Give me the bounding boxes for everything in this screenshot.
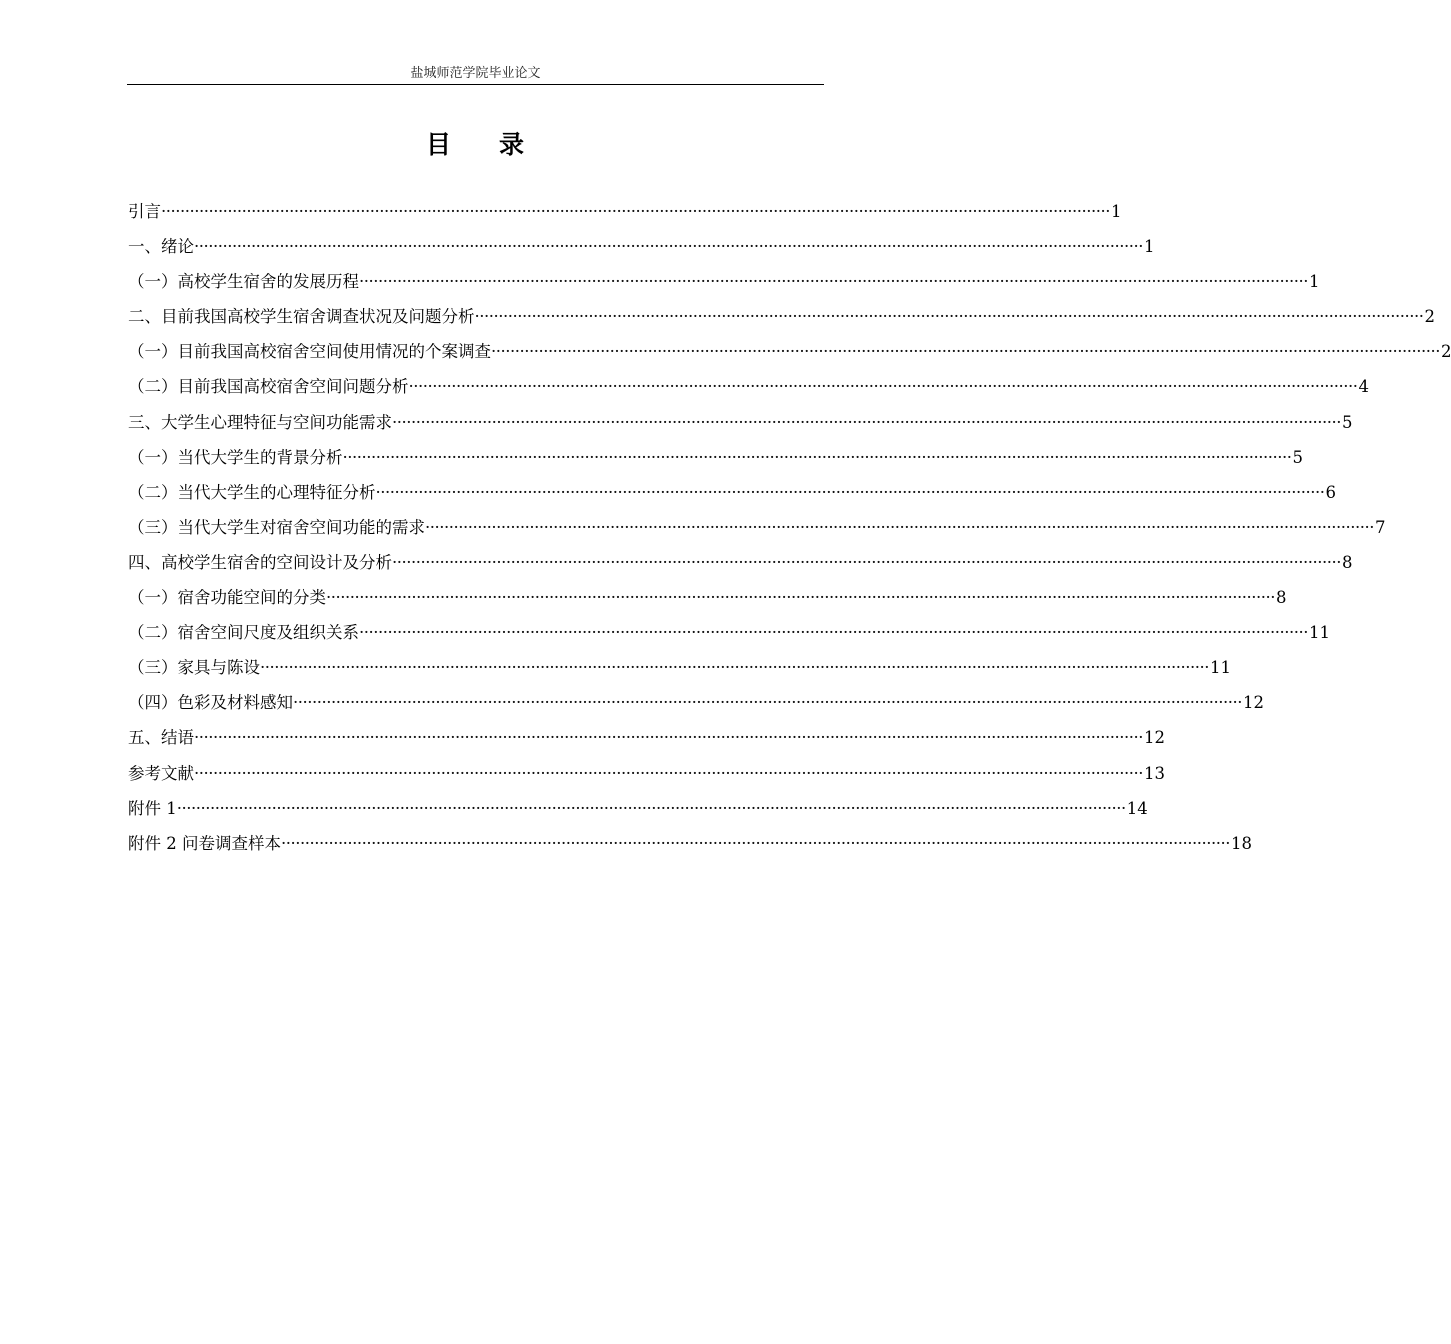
toc-leader: ········································································································································································································: [392, 412, 1341, 432]
toc-entry[interactable]: [128, 233, 1155, 268]
toc-entry-page: 4: [1358, 377, 1369, 397]
toc-entry-page: 7: [1374, 517, 1386, 537]
toc-entry-label: （一）高校学生宿舍的发展历程: [128, 272, 359, 292]
toc-entry[interactable]: [128, 198, 1122, 233]
toc-entry-label: （一）当代大学生的背景分析: [128, 447, 343, 467]
toc-leader: ········································································································································································································: [359, 272, 1308, 292]
toc-entry-page: 11: [1209, 658, 1231, 678]
toc-entry[interactable]: [128, 444, 1303, 479]
toc-leader: ········································································································································································································: [491, 342, 1440, 362]
toc-title-right: 录: [499, 130, 525, 159]
toc-entry[interactable]: [128, 724, 1165, 759]
toc-entry-label: 四、高校学生宿舍的空间设计及分析: [128, 552, 392, 572]
toc-entry[interactable]: [128, 514, 1386, 549]
toc-entry-label: 引言: [128, 202, 161, 221]
toc-title-left: 目: [425, 130, 451, 159]
toc-entry-page: 8: [1341, 552, 1353, 572]
toc-leader: ········································································································································································································: [326, 588, 1275, 608]
toc-entry[interactable]: [128, 479, 1336, 514]
toc-entry-page: 1: [1143, 237, 1155, 257]
toc-entry-label: （四）色彩及材料感知: [128, 693, 293, 713]
toc-entry-label: 五、结语: [128, 728, 194, 748]
toc-entry[interactable]: [128, 584, 1287, 619]
toc-entry[interactable]: [128, 830, 1252, 865]
toc-entry-page: 12: [1242, 693, 1264, 713]
toc-entry-label: （三）当代大学生对宿舍空间功能的需求: [128, 517, 425, 537]
toc-entry-label: 二、目前我国高校学生宿舍调查状况及问题分析: [128, 307, 475, 327]
toc-entry[interactable]: [128, 689, 1264, 724]
toc-entry-page: 2: [1424, 307, 1435, 327]
toc-entry-page: 8: [1275, 588, 1287, 608]
toc-leader: ········································································································································································································: [281, 833, 1230, 853]
header-title: 盐城师范学院毕业论文: [410, 66, 541, 81]
toc-leader: ········································································································································································································: [260, 658, 1209, 678]
toc-leader: ········································································································································································································: [194, 763, 1143, 783]
toc-entry[interactable]: [128, 338, 1451, 373]
toc-entry-label: （一）宿舍功能空间的分类: [128, 588, 326, 608]
toc-entry-label: （二）宿舍空间尺度及组织关系: [128, 623, 359, 643]
toc-entry[interactable]: [128, 654, 1231, 689]
toc-entry-page: 5: [1341, 412, 1353, 432]
page-header: [127, 63, 824, 85]
toc-entry-label: （二）目前我国高校宿舍空间问题分析: [128, 377, 409, 397]
toc-entry-page: 12: [1143, 728, 1165, 748]
toc-entry-page: 6: [1325, 482, 1336, 502]
toc-entry-label: 附件 2 问卷调查样本: [128, 833, 281, 853]
toc-entry[interactable]: [128, 549, 1353, 584]
toc-entry-page: 2: [1440, 342, 1451, 362]
toc-entry[interactable]: [128, 760, 1165, 795]
toc-entry-page: 14: [1126, 798, 1148, 818]
toc-entry-page: 18: [1230, 833, 1252, 853]
toc-entry-label: 三、大学生心理特征与空间功能需求: [128, 412, 392, 432]
toc-entry-page: 1: [1110, 202, 1122, 221]
toc-leader: ········································································································································································································: [375, 482, 1325, 502]
toc-list: [128, 198, 1451, 865]
toc-entry[interactable]: [128, 303, 1435, 338]
toc-entry-label: （二）当代大学生的心理特征分析: [128, 482, 376, 502]
toc-leader: ········································································································································································································: [161, 202, 1110, 221]
toc-title: [0, 128, 950, 162]
toc-entry[interactable]: [128, 619, 1330, 654]
toc-leader: ········································································································································································································: [176, 798, 1126, 818]
toc-leader: ········································································································································································································: [474, 307, 1424, 327]
toc-entry-label: （一）目前我国高校宿舍空间使用情况的个案调查: [128, 342, 491, 362]
toc-entry-label: （三）家具与陈设: [128, 658, 260, 678]
toc-entry[interactable]: [128, 409, 1353, 444]
toc-leader: ········································································································································································································: [408, 377, 1358, 397]
toc-entry-label: 参考文献: [128, 763, 194, 783]
toc-leader: ········································································································································································································: [392, 552, 1341, 572]
toc-entry-label: 一、绪论: [128, 237, 194, 257]
toc-entry-page: 11: [1308, 623, 1330, 643]
toc-entry[interactable]: [128, 373, 1369, 408]
toc-entry[interactable]: [128, 268, 1320, 303]
toc-entry-page: 1: [1308, 272, 1320, 292]
toc-entry-page: 5: [1292, 447, 1303, 467]
toc-entry-page: 13: [1143, 763, 1165, 783]
toc-leader: ········································································································································································································: [359, 623, 1308, 643]
toc-leader: ········································································································································································································: [342, 447, 1292, 467]
toc-entry[interactable]: [128, 795, 1148, 830]
toc-entry-label: 附件 1: [128, 798, 177, 818]
toc-leader: ········································································································································································································: [194, 728, 1143, 748]
toc-leader: ········································································································································································································: [194, 237, 1143, 257]
toc-leader: ········································································································································································································: [293, 693, 1242, 713]
toc-leader: ········································································································································································································: [425, 517, 1374, 537]
